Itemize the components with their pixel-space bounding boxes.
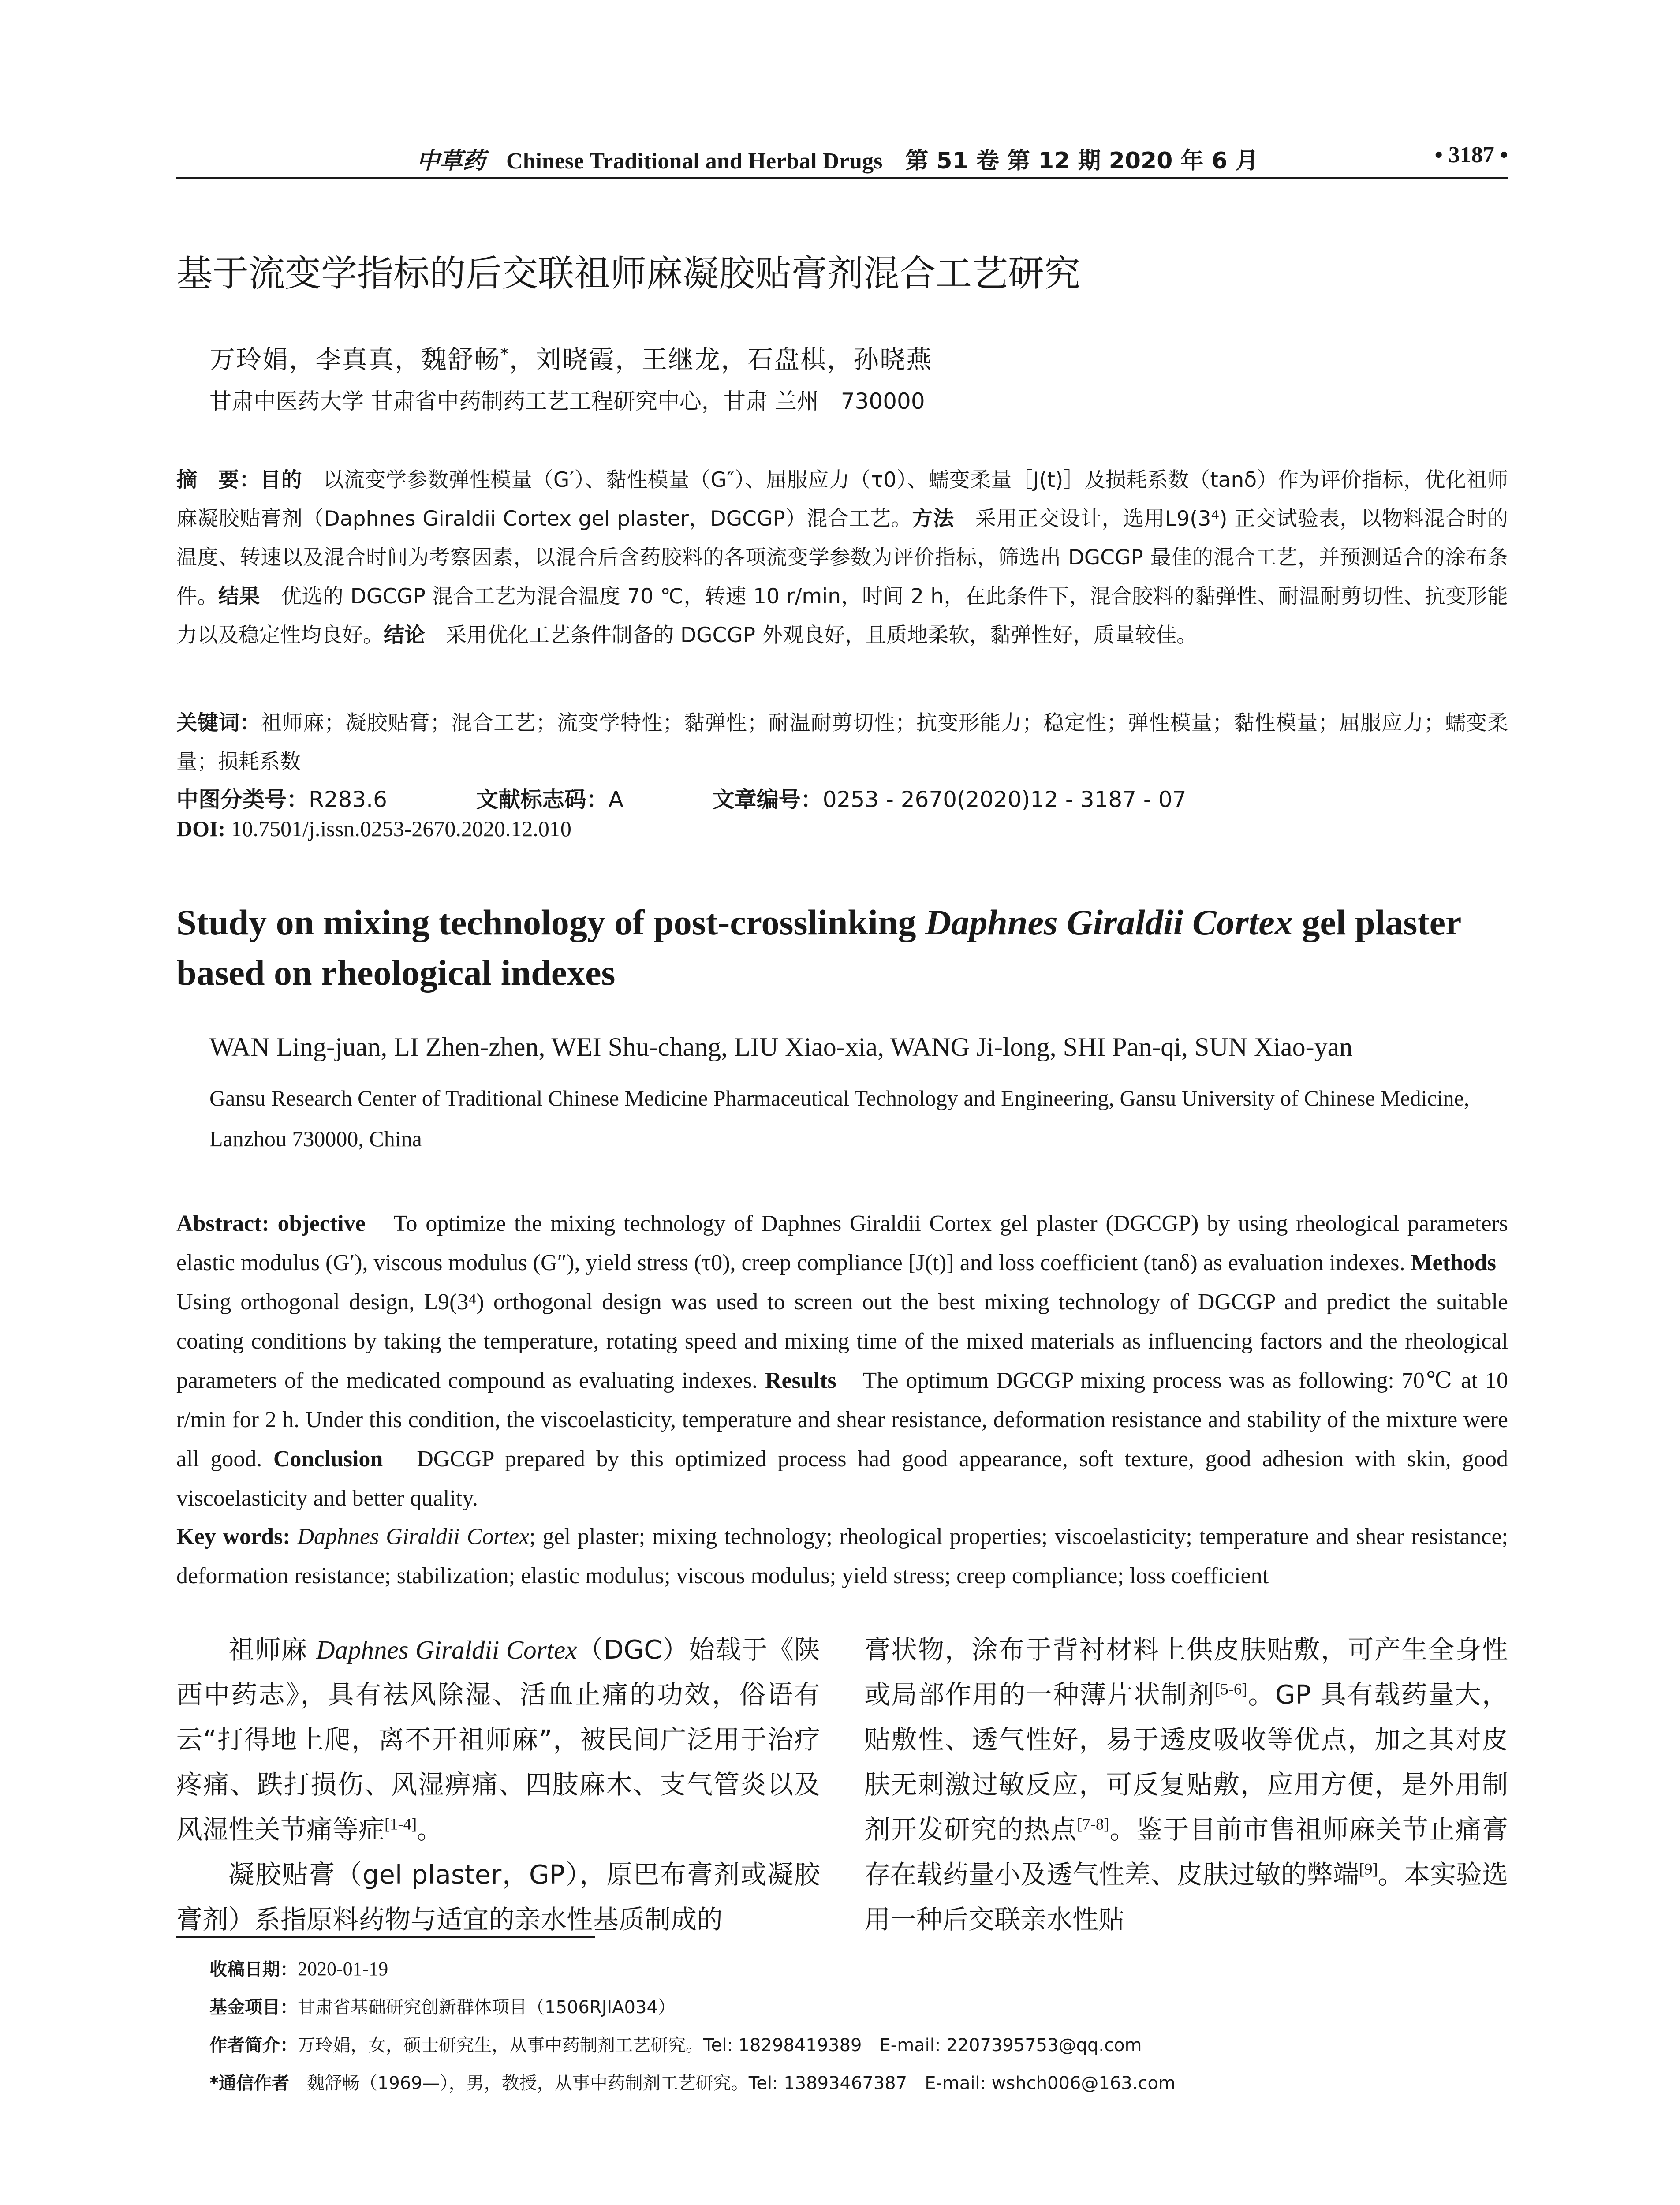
authors-cn-first: 万玲娟，李真真，魏舒畅 [209, 344, 501, 374]
results-label: Results [765, 1368, 836, 1393]
corresponding-text: 魏舒畅（1969—），男，教授，从事中药制剂工艺研究。Tel: 13893467387 E-mail: wshch006@163.com [289, 2073, 1176, 2093]
citation-ref[interactable]: [1-4] [385, 1815, 417, 1833]
keywords-cn-text: 祖师麻；凝胶贴膏；混合工艺；流变学特性；黏弹性；耐温耐剪切性；抗变形能力；稳定性；弹性模量；黏性模量；屈服应力；蠕变柔量；损耗系数 [176, 711, 1508, 774]
clc-label: 中图分类号： [176, 787, 309, 812]
doc-code-label: 文献标志码： [476, 787, 609, 812]
body-p3-d: 。本实验选用一种后交联亲水性贴 [864, 1859, 1508, 1935]
journal-name-en: Chinese Traditional and Herbal Drugs [506, 149, 883, 174]
keywords-cn-label: 关键词： [176, 711, 261, 735]
body-paragraph-2: 凝胶贴膏（gel plaster，GP），原巴布膏剂或凝胶膏剂）系指原料药物与适宜的亲水性基质制成的 [176, 1859, 820, 1935]
abstract-en-methods: Using orthogonal design, L9(3⁴) orthogonal design was used to screen out the best mixing technology of DGCGP and predict the suitable coating conditions by taking the temperature, rotating speed and mixing time of the mixed materials as influencing factors and the rheological parameters of the medicated compound as evaluating indexes. [176, 1250, 1519, 1393]
footnote-author-bio [209, 2031, 1142, 2056]
page-number: • 3187 • [1434, 142, 1508, 168]
footnote-fund [209, 1993, 676, 2018]
abstract-cn-label: 摘 要： [176, 468, 260, 492]
abstract-en [176, 1204, 1519, 1518]
body-p1-latin: Daphnes Giraldii Cortex [316, 1635, 577, 1664]
received-label: 收稿日期： [209, 1959, 298, 1980]
title-en-italic: Daphnes Giraldii Cortex [925, 902, 1293, 942]
authors-cn-rest: ，刘晓霞，王继龙，石盘棋，孙晓燕 [509, 344, 933, 374]
affiliation-cn: 甘肃中医药大学 甘肃省中药制药工艺工程研究中心，甘肃 兰州 730000 [209, 389, 925, 414]
body-p3-c: 。鉴于目前市售祖师麻关节止痛膏存在载药量小及透气性差、皮肤过敏的弊端 [864, 1814, 1508, 1890]
keywords-cn [176, 704, 1508, 781]
journal-name-cn: 中草药 [417, 147, 486, 174]
clc-value: R283.6 [309, 787, 387, 812]
doi-line [176, 816, 571, 841]
affiliation-en: Gansu Research Center of Traditional Chinese Medicine Pharmaceutical Technology and Engineering, Gansu University of Chinese Medicine, Lanzhou 730000, China [209, 1086, 1470, 1151]
body-p1-b: （DGC）始载于《陕西中药志》，具有祛风除湿、活血止痛的功效，俗语有云“打得地上爬，离不开祖师麻”，被民间广泛用于治疗疼痛、跌打损伤、风湿痹痛、四肢麻木、支气管炎以及风湿性关节痛等症 [176, 1634, 820, 1845]
doi-value[interactable]: 10.7501/j.issn.0253-2670.2020.12.010 [231, 816, 571, 841]
doc-code-value: A [608, 787, 623, 812]
result-text: 优选的 DGCGP 混合工艺为混合温度 70 ℃，转速 10 r/min，时间 2 h，在此条件下，混合胶料的黏弹性、耐温耐剪切性、抗变形能力以及稳定性均良好。 [176, 584, 1508, 647]
title-en [176, 897, 1508, 998]
footnote-received [209, 1955, 388, 1981]
title-en-part2: gel plaster based on rheological indexes [176, 902, 1461, 993]
footnote-rule [176, 1936, 595, 1938]
citation-ref[interactable]: [9] [1359, 1860, 1378, 1878]
received-date: 2020-01-19 [298, 1958, 388, 1980]
fund-text: 甘肃省基础研究创新群体项目（1506RJIA034） [298, 1997, 676, 2018]
body-column-left [176, 1627, 820, 1942]
author-bio-label: 作者简介： [209, 2035, 298, 2056]
running-header-journal [417, 142, 1258, 175]
body-paragraph-3 [864, 1627, 1508, 1942]
keywords-en [176, 1517, 1508, 1596]
objective-text: 以流变学参数弹性模量（G′）、黏性模量（G″）、屈服应力（τ0）、蠕变柔量［J(t)］及损耗系数（tanδ）作为评价指标，优化祖师麻凝胶贴膏剂（Daphnes Giraldii Cortex gel plaster，DGCGP）混合工艺。 [176, 468, 1508, 531]
keywords-en-italic: Daphnes Giraldii Cortex [297, 1524, 530, 1549]
abstract-cn [176, 461, 1508, 655]
keywords-en-label: Key words: [176, 1524, 291, 1549]
title-cn: 基于流变学指标的后交联祖师麻凝胶贴膏剂混合工艺研究 [176, 253, 1081, 295]
method-label: 方法 [912, 507, 955, 531]
keywords-en-text: ; gel plaster; mixing technology; rheological properties; viscoelasticity; temperature and shear resistance; deformation resistance; stabilization; elastic modulus; viscous modulus; yield stress; creep compliance; loss coefficient [176, 1524, 1508, 1588]
body-p3-a: 膏状物，涂布于背衬材料上供皮肤贴敷，可产生全身性或局部作用的一种薄片状制剂 [864, 1634, 1508, 1710]
authors-cn [209, 339, 933, 376]
methods-label: Methods [1411, 1250, 1497, 1275]
journal-issue: 第 51 卷 第 12 期 2020 年 6 月 [905, 148, 1258, 174]
body-p3-b: 。GP 具有载药量大，贴敷性、透气性好，易于透皮吸收等优点，加之其对皮肤无刺激过敏反应，可反复贴敷，应用方便，是外用制剂开发研究的热点 [864, 1679, 1508, 1845]
authors-en: WAN Ling-juan, LI Zhen-zhen, WEI Shu-chang, LIU Xiao-xia, WANG Ji-long, SHI Pan-qi, SUN Xiao-yan [209, 1032, 1353, 1061]
fund-label: 基金项目： [209, 1997, 298, 2018]
title-en-part1: Study on mixing technology of post-crosslinking [176, 902, 926, 942]
corresponding-mark: * [500, 345, 509, 363]
article-no-value: 0253 - 2670(2020)12 - 3187 - 07 [822, 787, 1187, 812]
author-bio-text: 万玲娟，女，硕士研究生，从事中药制剂工艺研究。Tel: 18298419389 E-mail: 2207395753@qq.com [298, 2035, 1142, 2056]
citation-ref[interactable]: [7-8] [1077, 1815, 1109, 1833]
conclusion-label: 结论 [384, 623, 425, 647]
conclusion-text: 采用优化工艺条件制备的 DGCGP 外观良好，且质地柔软，黏弹性好，质量较佳。 [425, 623, 1198, 647]
header-rule [176, 177, 1508, 179]
objective-label: 目的 [260, 468, 302, 492]
conclusion-en-label: Conclusion [273, 1446, 383, 1472]
article-no-label: 文章编号： [712, 787, 823, 812]
abstract-en-objective: To optimize the mixing technology of Daphnes Giraldii Cortex gel plaster (DGCGP) by using rheological parameters elastic modulus (G′), viscous modulus (G″), yield stress (τ0), creep compliance [J(t)] and loss coefficient (tanδ) as evaluation indexes. [176, 1211, 1508, 1275]
abstract-en-label: Abstract: objective [176, 1211, 366, 1236]
classification-line [176, 782, 1186, 814]
citation-ref[interactable]: [5-6] [1215, 1680, 1247, 1698]
corresponding-label: *通信作者 [209, 2073, 289, 2093]
body-column-right [864, 1627, 1508, 1942]
abstract-en-results: The optimum DGCGP mixing process was as following: 70℃ at 10 r/min for 2 h. Under this condition, the viscoelasticity, temperature and shear resistance, deformation resistance and stability of the mixture were all good. [176, 1368, 1508, 1472]
footnote-corresponding [209, 2069, 1176, 2094]
result-label: 结果 [218, 584, 260, 609]
body-p1-end: 。 [417, 1814, 443, 1845]
method-text: 采用正交设计，选用L9(3⁴) 正交试验表，以物料混合时的温度、转速以及混合时间为考察因素，以混合后含药胶料的各项流变学参数为评价指标，筛选出 DGCGP 最佳的混合工艺，并预测适合的涂布条件。 [176, 507, 1508, 609]
doi-label: DOI: [176, 816, 226, 841]
running-header [176, 142, 1508, 177]
body-p1-a: 祖师麻 [228, 1634, 316, 1665]
abstract-en-conclusion: DGCGP prepared by this optimized process had good appearance, soft texture, good adhesion with skin, good viscoelasticity and better quality. [176, 1446, 1508, 1511]
body-paragraph-1 [176, 1627, 820, 1852]
